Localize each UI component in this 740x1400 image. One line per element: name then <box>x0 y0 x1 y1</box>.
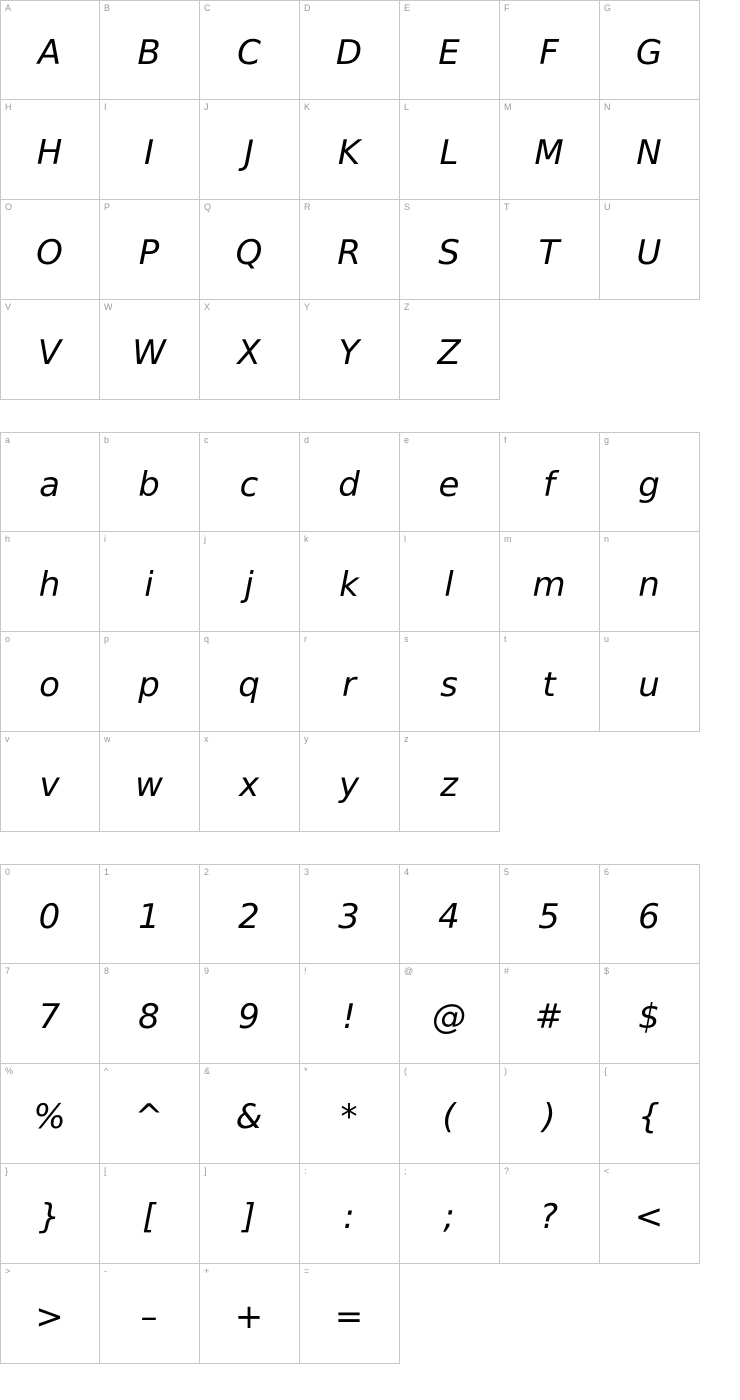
glyph-cell-character: e <box>438 465 461 505</box>
glyph-cell-character: 3 <box>338 897 361 937</box>
glyph-cell-character: n <box>638 564 661 605</box>
glyph-cell[interactable] <box>100 532 200 632</box>
glyph-cell-label: < <box>604 1166 610 1176</box>
glyph-cell-character: < <box>634 1196 665 1237</box>
glyph-block-digits-and-symbols <box>0 864 740 1364</box>
glyph-cell-character: K <box>337 132 362 173</box>
glyph-cell-label: x <box>204 734 209 744</box>
glyph-cell[interactable] <box>0 1264 100 1364</box>
glyph-cell-label: L <box>404 102 410 112</box>
glyph-cell[interactable] <box>100 732 200 832</box>
glyph-cell-character: ^ <box>134 1096 165 1137</box>
glyph-cell[interactable] <box>400 432 500 532</box>
glyph-cell-character: 8 <box>138 996 161 1037</box>
glyph-cell-character: c <box>239 465 260 505</box>
glyph-cell-label: h <box>5 534 11 544</box>
glyph-cell[interactable] <box>0 300 100 400</box>
glyph-cell[interactable] <box>0 864 100 964</box>
glyph-cell-label: j <box>204 534 206 544</box>
glyph-cell-label: ] <box>204 1166 207 1176</box>
glyph-cell-character: ! <box>342 996 357 1037</box>
glyph-cell[interactable] <box>400 632 500 732</box>
glyph-row <box>0 732 740 832</box>
glyph-cell[interactable] <box>300 1164 400 1264</box>
glyph-cell-label: ) <box>504 1066 507 1076</box>
glyph-cell-character: 9 <box>238 996 261 1037</box>
glyph-cell-label: 3 <box>304 867 310 877</box>
glyph-cell[interactable] <box>200 632 300 732</box>
glyph-cell[interactable] <box>400 964 500 1064</box>
glyph-cell[interactable] <box>0 0 100 100</box>
glyph-cell[interactable] <box>400 200 500 300</box>
glyph-cell-character: 5 <box>538 897 561 937</box>
glyph-row <box>0 532 740 632</box>
glyph-cell-label: E <box>404 3 411 13</box>
glyph-cell-character: T <box>538 232 561 273</box>
glyph-cell-label: J <box>204 102 209 112</box>
glyph-cell[interactable] <box>500 200 600 300</box>
glyph-cell[interactable] <box>100 964 200 1064</box>
glyph-cell-label: @ <box>404 966 414 976</box>
glyph-cell-character: z <box>440 764 459 805</box>
glyph-cell[interactable] <box>100 864 200 964</box>
glyph-cell-label: 1 <box>104 867 110 877</box>
glyph-cell[interactable] <box>100 200 200 300</box>
glyph-cell-character: Z <box>437 332 462 373</box>
glyph-cell-label: I <box>104 102 107 112</box>
glyph-cell-label: p <box>104 634 110 644</box>
glyph-cell[interactable] <box>300 632 400 732</box>
glyph-cell-character: E <box>438 33 461 73</box>
glyph-cell-label: T <box>504 202 510 212</box>
glyph-cell-label: A <box>5 3 12 13</box>
glyph-row <box>0 200 740 300</box>
glyph-cell-label: & <box>204 1066 211 1076</box>
glyph-cell[interactable] <box>100 1064 200 1164</box>
glyph-row <box>0 432 740 532</box>
glyph-cell-label: = <box>304 1266 310 1276</box>
glyph-cell-label: w <box>104 734 111 744</box>
glyph-cell-character: H <box>36 132 64 173</box>
glyph-cell-character: Q <box>235 232 264 273</box>
glyph-cell-label: r <box>304 634 307 644</box>
glyph-cell-label: q <box>204 634 210 644</box>
glyph-cell[interactable] <box>300 0 400 100</box>
glyph-cell-character: Y <box>338 332 361 373</box>
glyph-cell-character: k <box>339 564 360 605</box>
glyph-cell[interactable] <box>500 964 600 1064</box>
glyph-block-uppercase <box>0 0 740 400</box>
glyph-cell-character: ? <box>539 1196 560 1237</box>
glyph-cell-character: l <box>444 564 455 605</box>
glyph-cell-character: G <box>635 33 664 73</box>
glyph-cell-label: z <box>404 734 409 744</box>
glyph-cell[interactable] <box>300 964 400 1064</box>
glyph-cell[interactable] <box>400 1064 500 1164</box>
glyph-cell-empty <box>500 732 600 832</box>
glyph-cell-label: l <box>404 534 406 544</box>
glyph-cell-character: a <box>39 465 61 505</box>
glyph-cell-label: Y <box>304 302 311 312</box>
glyph-cell-label: ^ <box>104 1066 109 1076</box>
glyph-row <box>0 632 740 732</box>
glyph-cell-character: – <box>140 1296 159 1337</box>
glyph-cell-label: ! <box>304 966 307 976</box>
glyph-cell-label: c <box>204 435 209 445</box>
glyph-cell[interactable] <box>0 532 100 632</box>
glyph-cell-label: % <box>5 1066 14 1076</box>
glyph-cell-character: [ <box>142 1196 157 1237</box>
glyph-cell[interactable] <box>300 1064 400 1164</box>
glyph-cell-label: * <box>304 1066 308 1076</box>
glyph-cell-label: i <box>104 534 106 544</box>
glyph-cell-label: y <box>304 734 309 744</box>
glyph-cell-character: D <box>335 33 364 73</box>
glyph-cell-character: C <box>237 33 262 73</box>
glyph-cell-character: S <box>438 232 461 273</box>
glyph-cell-label: 2 <box>204 867 210 877</box>
glyph-cell[interactable] <box>100 1164 200 1264</box>
glyph-cell-character: U <box>636 232 663 273</box>
glyph-cell-character: N <box>636 132 663 173</box>
glyph-cell[interactable] <box>100 0 200 100</box>
glyph-cell-label: 6 <box>604 867 610 877</box>
glyph-cell-label: o <box>5 634 11 644</box>
glyph-cell-label: M <box>504 102 512 112</box>
glyph-row <box>0 300 740 400</box>
glyph-cell[interactable] <box>200 100 300 200</box>
glyph-cell[interactable] <box>600 632 700 732</box>
glyph-cell[interactable] <box>0 632 100 732</box>
glyph-cell-label: { <box>604 1066 608 1076</box>
glyph-block-lowercase <box>0 432 740 832</box>
glyph-cell[interactable] <box>500 532 600 632</box>
glyph-cell-character: M <box>534 132 565 173</box>
glyph-cell[interactable] <box>400 300 500 400</box>
glyph-cell-empty <box>500 300 600 400</box>
glyph-cell-label: N <box>604 102 611 112</box>
glyph-cell[interactable] <box>200 864 300 964</box>
glyph-cell-character: f <box>543 465 556 505</box>
glyph-cell[interactable] <box>600 864 700 964</box>
glyph-cell[interactable] <box>300 532 400 632</box>
glyph-cell-character: i <box>144 564 155 605</box>
glyph-cell-character: ; <box>443 1196 456 1237</box>
glyph-cell[interactable] <box>300 300 400 400</box>
glyph-cell-character: > <box>35 1296 65 1337</box>
block-separator <box>0 400 740 432</box>
glyph-cell-character: $ <box>638 996 661 1037</box>
glyph-cell-empty <box>600 1264 700 1364</box>
glyph-cell-label: R <box>304 202 311 212</box>
glyph-cell-character: r <box>342 664 357 705</box>
glyph-cell[interactable] <box>600 1164 700 1264</box>
glyph-cell[interactable] <box>100 432 200 532</box>
glyph-cell-label: n <box>604 534 610 544</box>
glyph-cell-character: I <box>143 132 156 173</box>
glyph-cell[interactable] <box>600 532 700 632</box>
block-separator <box>0 832 740 864</box>
glyph-cell-character: 1 <box>138 897 161 937</box>
glyph-cell-label: m <box>504 534 512 544</box>
glyph-cell-label: P <box>104 202 111 212</box>
glyph-cell[interactable] <box>200 200 300 300</box>
glyph-cell[interactable] <box>200 532 300 632</box>
glyph-cell-character: g <box>638 465 661 505</box>
glyph-cell[interactable] <box>500 0 600 100</box>
glyph-cell[interactable] <box>300 432 400 532</box>
glyph-cell[interactable] <box>500 864 600 964</box>
glyph-cell[interactable] <box>600 200 700 300</box>
glyph-cell[interactable] <box>100 1264 200 1364</box>
glyph-cell-label: > <box>5 1266 11 1276</box>
glyph-cell-character: F <box>539 33 560 73</box>
glyph-cell[interactable] <box>300 1264 400 1364</box>
glyph-cell[interactable] <box>400 732 500 832</box>
glyph-cell[interactable] <box>600 0 700 100</box>
glyph-cell[interactable] <box>500 1164 600 1264</box>
glyph-cell[interactable] <box>0 1064 100 1164</box>
glyph-cell[interactable] <box>600 1064 700 1164</box>
glyph-cell[interactable] <box>400 100 500 200</box>
glyph-cell-label: b <box>104 435 110 445</box>
glyph-cell-character: 4 <box>438 897 461 937</box>
glyph-cell[interactable] <box>200 0 300 100</box>
glyph-cell[interactable] <box>0 200 100 300</box>
glyph-cell[interactable] <box>200 300 300 400</box>
glyph-row <box>0 1264 740 1364</box>
glyph-cell-label: D <box>304 3 311 13</box>
glyph-cell-label: 9 <box>204 966 210 976</box>
glyph-cell-character: y <box>338 764 361 805</box>
glyph-cell[interactable] <box>0 100 100 200</box>
glyph-cell-character: R <box>337 232 362 273</box>
glyph-row <box>0 1064 740 1164</box>
glyph-cell[interactable] <box>200 732 300 832</box>
glyph-cell-character: 7 <box>38 996 62 1037</box>
glyph-cell-character: ) <box>542 1096 557 1137</box>
glyph-cell[interactable] <box>500 432 600 532</box>
glyph-cell[interactable] <box>200 1264 300 1364</box>
glyph-cell-character: # <box>534 996 565 1037</box>
glyph-cell[interactable] <box>600 964 700 1064</box>
glyph-cell-label: U <box>604 202 611 212</box>
glyph-cell[interactable] <box>400 0 500 100</box>
glyph-cell-label: Q <box>204 202 212 212</box>
glyph-cell-label: 0 <box>5 867 11 877</box>
glyph-cell-character: b <box>138 465 161 505</box>
glyph-cell-character: * <box>340 1096 359 1137</box>
glyph-cell-character: ] <box>242 1196 257 1237</box>
glyph-cell-empty <box>400 1264 500 1364</box>
glyph-cell-character: ( <box>442 1096 457 1137</box>
glyph-cell-character: 6 <box>638 897 661 937</box>
glyph-cell-label: V <box>5 302 12 312</box>
glyph-cell-character: L <box>439 132 460 173</box>
glyph-cell[interactable] <box>500 100 600 200</box>
glyph-cell-character: P <box>138 232 161 273</box>
glyph-cell-character: u <box>638 664 661 705</box>
glyph-row <box>0 1164 740 1264</box>
glyph-cell-character: X <box>237 332 262 373</box>
glyph-cell-label: d <box>304 435 310 445</box>
glyph-cell-label: g <box>604 435 610 445</box>
glyph-cell-character: 0 <box>38 897 62 937</box>
glyph-cell-label: k <box>304 534 309 544</box>
glyph-cell-label: } <box>5 1166 9 1176</box>
glyph-cell-label: 4 <box>404 867 410 877</box>
glyph-cell[interactable] <box>400 1164 500 1264</box>
glyph-cell[interactable] <box>0 432 100 532</box>
glyph-cell[interactable] <box>600 100 700 200</box>
glyph-row <box>0 0 740 100</box>
glyph-cell[interactable] <box>300 732 400 832</box>
glyph-cell-character: h <box>38 564 62 605</box>
glyph-cell-character: + <box>234 1296 265 1337</box>
glyph-cell-label: t <box>504 634 507 644</box>
glyph-cell-label: Z <box>404 302 410 312</box>
glyph-cell-character: j <box>244 564 255 605</box>
glyph-cell-label: G <box>604 3 612 13</box>
glyph-cell-label: : <box>304 1166 307 1176</box>
glyph-cell-character: : <box>343 1196 356 1237</box>
glyph-cell-empty <box>500 1264 600 1364</box>
glyph-cell-label: C <box>204 3 211 13</box>
glyph-cell-empty <box>600 732 700 832</box>
glyph-cell-character: p <box>138 664 161 705</box>
glyph-cell[interactable] <box>200 1064 300 1164</box>
glyph-cell[interactable] <box>100 300 200 400</box>
glyph-cell-character: W <box>132 332 167 373</box>
glyph-cell-character: o <box>39 664 61 705</box>
glyph-cell[interactable] <box>200 1164 300 1264</box>
glyph-cell-character: O <box>36 232 64 273</box>
glyph-cell-character: % <box>33 1096 67 1137</box>
glyph-cell-character: m <box>532 564 567 605</box>
glyph-cell-label: s <box>404 634 409 644</box>
glyph-cell-character: { <box>638 1096 661 1137</box>
glyph-cell-label: S <box>404 202 411 212</box>
glyph-cell-character: V <box>37 332 63 373</box>
glyph-cell-character: d <box>338 465 361 505</box>
glyph-cell[interactable] <box>400 864 500 964</box>
glyph-cell[interactable] <box>100 632 200 732</box>
glyph-cell-label: [ <box>104 1166 107 1176</box>
glyph-cell[interactable] <box>200 432 300 532</box>
glyph-cell-character: & <box>235 1096 264 1137</box>
glyph-cell-character: B <box>137 33 162 73</box>
glyph-cell-label: e <box>404 435 410 445</box>
glyph-cell[interactable] <box>500 1064 600 1164</box>
glyph-cell-label: + <box>204 1266 210 1276</box>
glyph-cell-label: # <box>504 966 510 976</box>
glyph-cell-character: q <box>238 664 261 705</box>
glyph-cell-label: H <box>5 102 12 112</box>
glyph-cell-label: W <box>104 302 113 312</box>
glyph-row <box>0 100 740 200</box>
glyph-cell-label: v <box>5 734 10 744</box>
glyph-cell-label: ; <box>404 1166 407 1176</box>
glyph-cell-label: f <box>504 435 507 445</box>
glyph-cell[interactable] <box>300 864 400 964</box>
glyph-cell[interactable] <box>500 632 600 732</box>
glyph-cell-character: = <box>334 1296 365 1337</box>
glyph-cell[interactable] <box>0 732 100 832</box>
glyph-cell[interactable] <box>300 200 400 300</box>
glyph-cell[interactable] <box>300 100 400 200</box>
glyph-cell-label: a <box>5 435 11 445</box>
glyph-cell-label: - <box>104 1266 107 1276</box>
glyph-cell[interactable] <box>400 532 500 632</box>
glyph-cell-character: w <box>135 764 164 805</box>
glyph-cell-character: t <box>542 664 557 705</box>
glyph-cell-empty <box>600 300 700 400</box>
glyph-cell-label: 5 <box>504 867 510 877</box>
glyph-cell-label: ? <box>504 1166 510 1176</box>
glyph-cell-character: @ <box>432 996 467 1037</box>
glyph-cell-character: } <box>38 1196 62 1237</box>
glyph-cell-character: A <box>37 33 63 73</box>
glyph-cell-label: K <box>304 102 311 112</box>
glyph-row <box>0 864 740 964</box>
glyph-cell-label: 8 <box>104 966 110 976</box>
glyph-cell[interactable] <box>0 1164 100 1264</box>
glyph-cell[interactable] <box>0 964 100 1064</box>
glyph-cell-character: 2 <box>238 897 261 937</box>
glyph-cell[interactable] <box>600 432 700 532</box>
glyph-cell-label: ( <box>404 1066 407 1076</box>
glyph-cell-label: X <box>204 302 211 312</box>
glyph-row <box>0 964 740 1064</box>
glyph-cell-character: J <box>243 132 256 173</box>
glyph-cell-label: B <box>104 3 111 13</box>
glyph-cell-label: 7 <box>5 966 11 976</box>
glyph-cell-character: s <box>440 664 459 705</box>
glyph-cell-label: F <box>504 3 510 13</box>
glyph-cell[interactable] <box>200 964 300 1064</box>
glyph-cell-label: $ <box>604 966 610 976</box>
glyph-cell-character: x <box>238 764 261 805</box>
glyph-cell-character: v <box>39 764 61 805</box>
glyph-cell-label: u <box>604 634 610 644</box>
glyph-cell[interactable] <box>100 100 200 200</box>
glyph-cell-label: O <box>5 202 13 212</box>
